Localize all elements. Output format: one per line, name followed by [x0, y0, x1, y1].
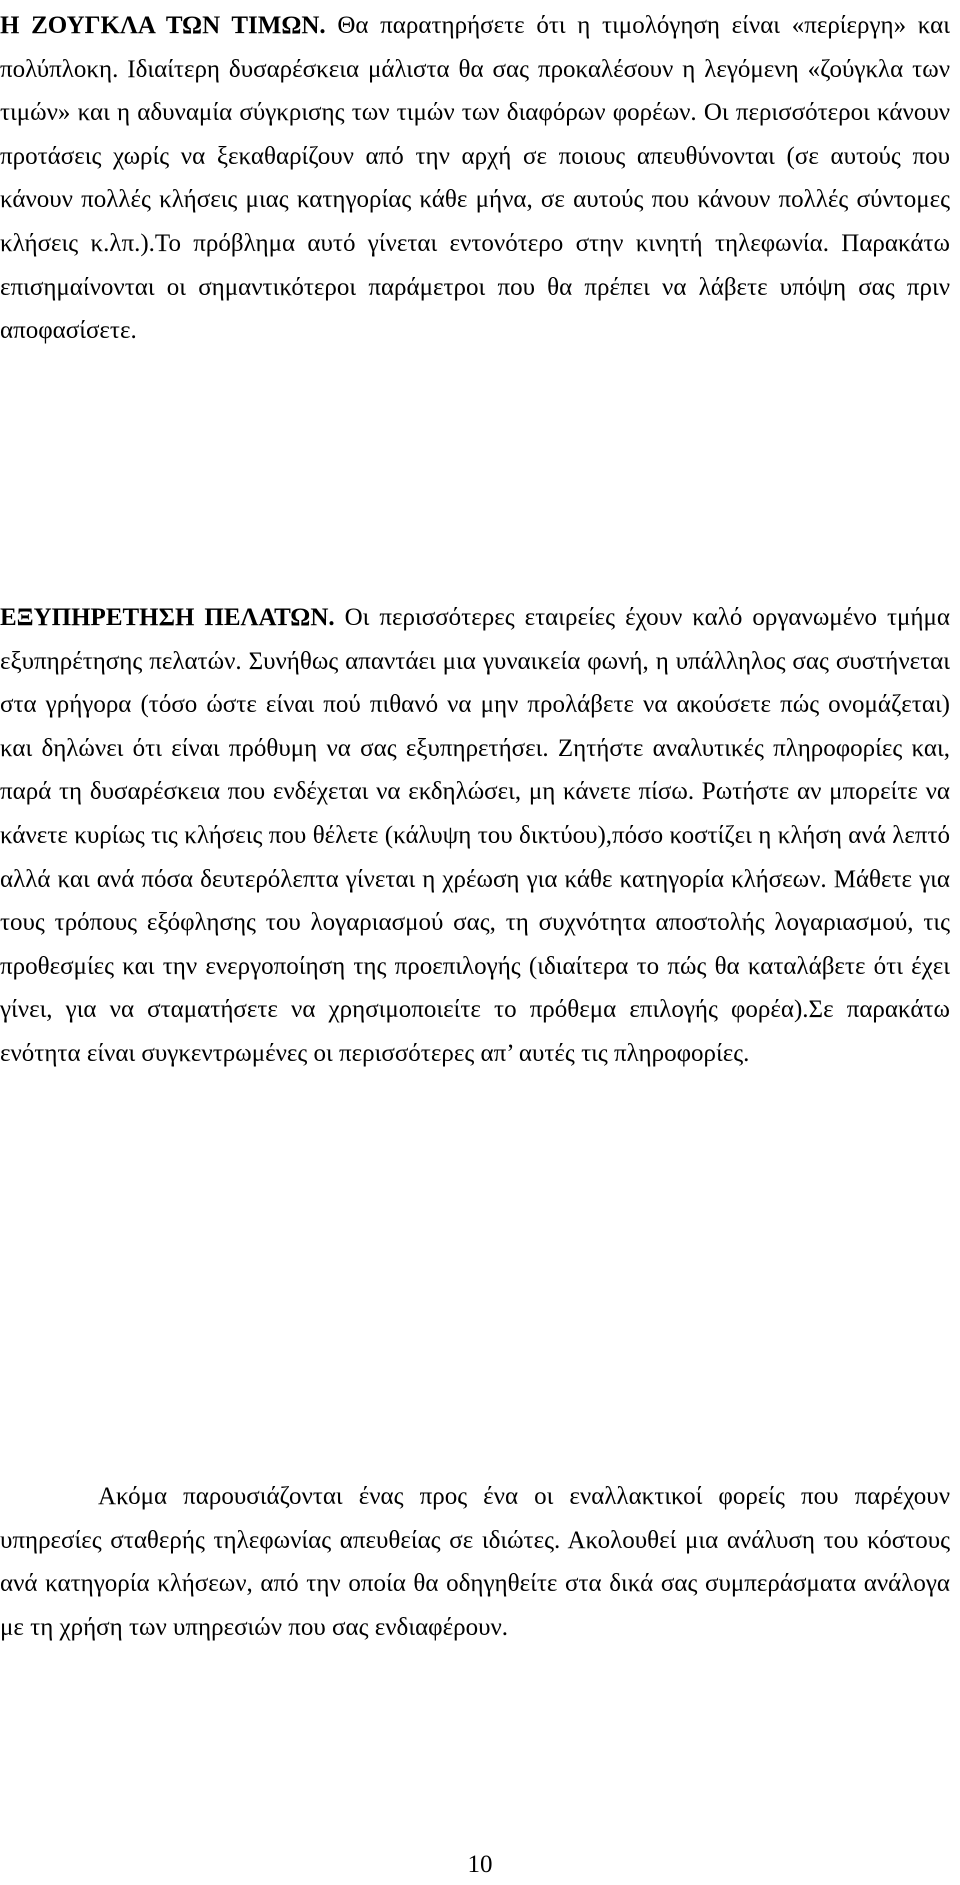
paragraph-alternative-providers — [0, 1475, 950, 1649]
section-heading-customer-service: ΕΞΥΠΗΡΕΤΗΣΗ ΠΕΛΑΤΩΝ. — [0, 604, 335, 631]
section-heading-price-jungle: Η ΖΟΥΓΚΛΑ ΤΩΝ ΤΙΜΩΝ. — [0, 12, 326, 39]
paragraph-body-customer-service: Οι περισσότερες εταιρείες έχουν καλό οργανωμένο τμήμα εξυπηρέτησης πελατών. Συνήθως απαντάει μια γυναικεία φωνή, η υπάλληλος σας συστήνεται στα γρήγορα (τόσο ώστε είναι πού πιθανό να μην προλάβετε να ακούσετε πώς ονομάζεται) και δηλώνει ότι είναι πρόθυμη να σας εξυπηρετήσει. Ζητήστε αναλυτικές πληροφορίες και, παρά τη δυσαρέσκεια που ενδέχεται να εκδηλώσει, μη κάνετε πίσω. Ρωτήστε αν μπορείτε να κάνετε κυρίως τις κλήσεις που θέλετε (κάλυψη του δικτύου),πόσο κοστίζει η κλήση ανά λεπτό αλλά και ανά πόσα δευτερόλεπτα γίνεται η χρέωση για κάθε κατηγορία κλήσεων. Μάθετε για τους τρόπους εξόφλησης του λογαριασμού σας, τη συχνότητα αποστολής λογαριασμού, τις προθεσμίες και την ενεργοποίηση της προεπιλογής (ιδιαίτερα το πώς θα καταλάβετε ότι έχει γίνει, για να σταματήσετε να χρησιμοποιείτε το πρόθεμα επιλογής φορέα).Σε παρακάτω ενότητα είναι συγκεντρωμένες οι περισσότερες απ’ αυτές τις πληροφορίες. — [0, 604, 950, 1067]
paragraph-body-price-jungle: Θα παρατηρήσετε ότι η τιμολόγηση είναι «περίεργη» και πολύπλοκη. Ιδιαίτερη δυσαρέσκεια μάλιστα θα σας προκαλέσουν η λεγόμενη «ζούγκλα των τιμών» και η αδυναμία σύγκρισης των τιμών των διαφόρων φορέων. Οι περισσότεροι κάνουν προτάσεις χωρίς να ξεκαθαρίζουν από την αρχή σε ποιους απευθύνονται (σε αυτούς που κάνουν πολλές κλήσεις μιας κατηγορίας κάθε μήνα, σε αυτούς που κάνουν πολλές σύντομες κλήσεις κ.λπ.).Το πρόβλημα αυτό γίνεται εντονότερο στην κινητή τηλεφωνία. Παρακάτω επισημαίνονται οι σημαντικότεροι παράμετροι που θα πρέπει να λάβετε υπόψη σας πριν αποφασίσετε. — [0, 12, 951, 345]
page-number: 10 — [467, 1851, 493, 1878]
paragraph-customer-service — [0, 596, 950, 1076]
paragraph-body-alternative-providers: Ακόμα παρουσιάζονται ένας προς ένα οι εναλλακτικοί φορείς που παρέχουν υπηρεσίες σταθερής τηλεφωνίας απευθείας σε ιδιώτες. Ακολουθεί μια ανάλυση του κόστους ανά κατηγορία κλήσεων, από την οποία θα οδηγηθείτε στα δικά σας συμπεράσματα ανάλογα με τη χρήση των υπηρεσιών που σας ενδιαφέρουν. — [0, 1483, 950, 1641]
paragraph-price-jungle — [0, 4, 950, 353]
